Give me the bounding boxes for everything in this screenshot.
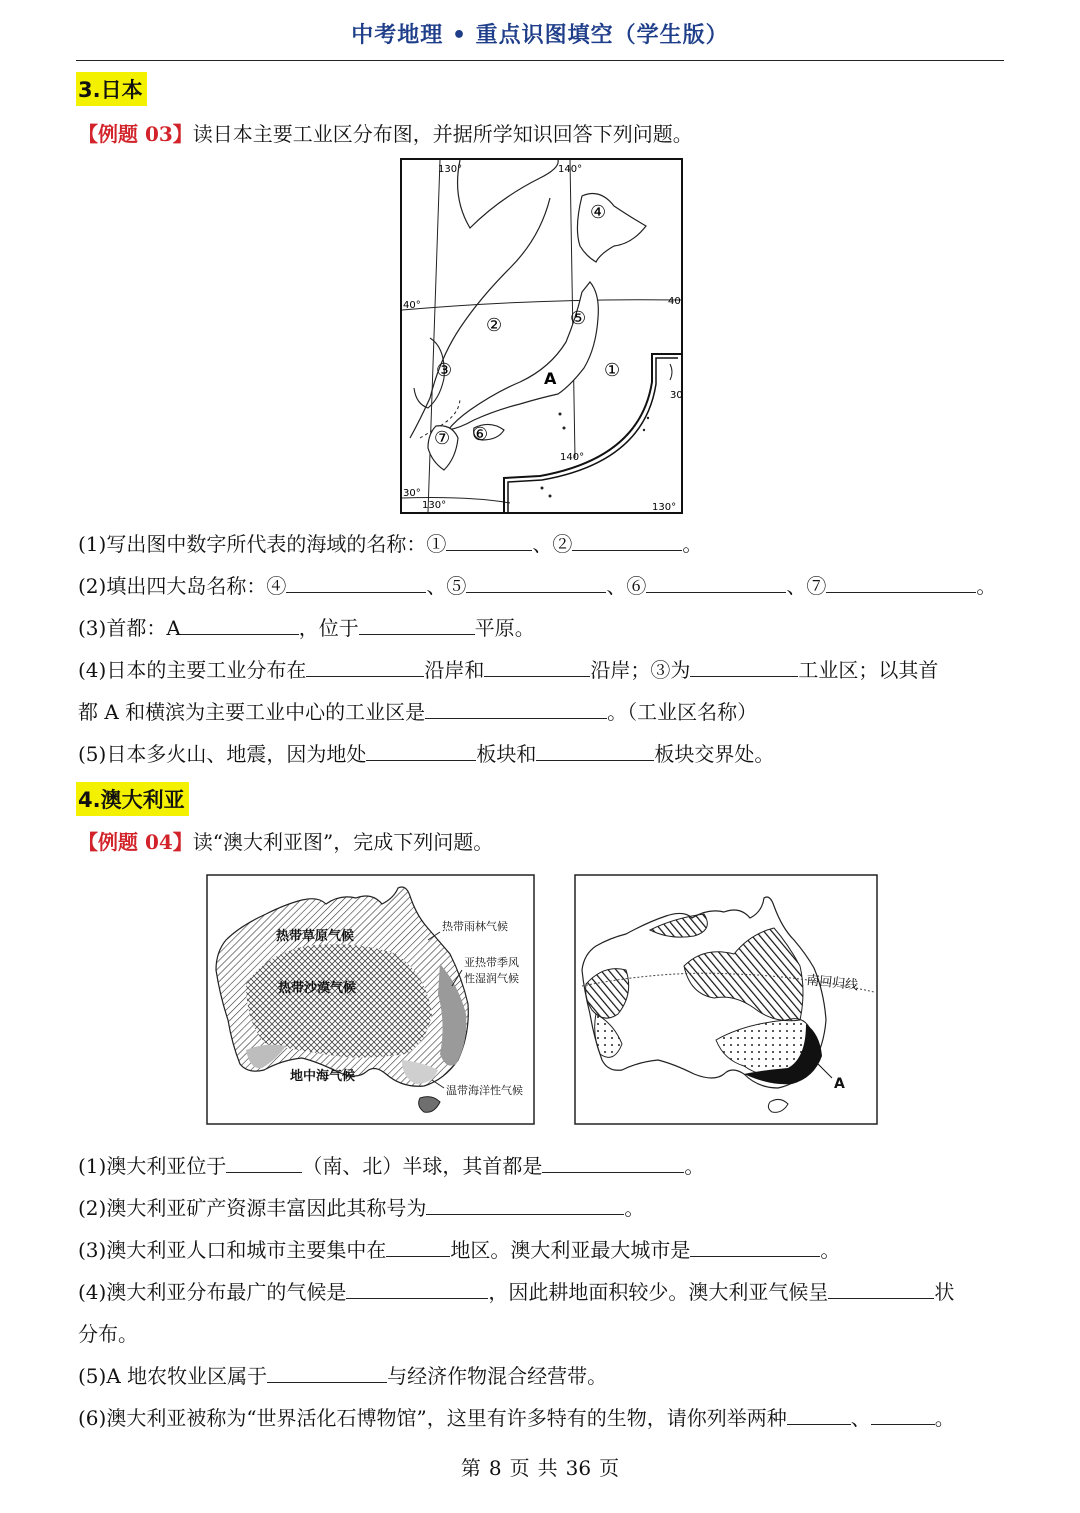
- marker-4: ④: [590, 202, 607, 223]
- label-subtropical-2: 性湿润气候: [464, 972, 519, 985]
- marker-6: ⑥: [472, 424, 489, 445]
- example-03: [78, 118, 693, 147]
- question-4-4b: 分布。: [78, 1322, 138, 1346]
- example-tag: 【例题 03】: [78, 122, 193, 146]
- question-3-1: (1)写出图中数字所代表的海域的名称：① 、② 。: [78, 532, 703, 556]
- japan-industrial-map: [400, 158, 683, 514]
- label-mediterranean: 地中海气候: [290, 1069, 356, 1084]
- header-divider: [76, 60, 1004, 61]
- label-point-a: A: [834, 1076, 845, 1092]
- marker-7: ⑦: [434, 428, 451, 449]
- example-text: 读“澳大利亚图”，完成下列问题。: [192, 830, 494, 854]
- marker-1: ①: [604, 360, 621, 381]
- lat-label: 30°: [403, 488, 421, 499]
- example-04: [78, 826, 493, 855]
- australia-agriculture-map: [574, 874, 879, 1126]
- label-tropic-capricorn: 南回归线: [805, 973, 859, 994]
- lat-label: 30: [670, 390, 683, 401]
- lon-label: 140°: [560, 452, 585, 463]
- question-4-1: (1)澳大利亚位于 （南、北）半球，其首都是 。: [78, 1154, 705, 1178]
- section-title-australia: 4.澳大利亚: [76, 782, 189, 816]
- lon-label: 130°: [438, 164, 463, 175]
- lat-label: 40°: [403, 300, 421, 311]
- question-4-2: (2)澳大利亚矿产资源丰富因此其称号为 。: [78, 1196, 645, 1220]
- page-footer: 第 8 页 共 36 页: [460, 1456, 620, 1480]
- lat-label: 40: [668, 296, 681, 307]
- question-3-5: (5)日本多火山、地震，因为地处 板块和 板块交界处。: [78, 742, 775, 766]
- label-subtropical-1: 亚热带季风: [464, 956, 519, 969]
- marker-5: ⑤: [570, 308, 587, 329]
- question-3-4a: (4)日本的主要工业分布在 沿岸和 沿岸；③为 工业区；以其首: [78, 658, 939, 682]
- question-3-3: (3)首都：A ，位于 平原。: [78, 616, 535, 640]
- example-text: 读日本主要工业区分布图，并据所学知识回答下列问题。: [192, 122, 693, 146]
- label-rainforest: 热带雨林气候: [442, 920, 508, 933]
- question-4-4a: (4)澳大利亚分布最广的气候是 ，因此耕地面积较少。澳大利亚气候呈 状: [78, 1280, 955, 1304]
- marker-a: A: [544, 369, 557, 388]
- lon-label: 130°: [652, 502, 677, 513]
- question-4-3: (3)澳大利亚人口和城市主要集中在 地区。澳大利亚最大城市是 。: [78, 1238, 841, 1262]
- marker-2: ②: [486, 315, 503, 336]
- question-3-4b: 都 A 和横滨为主要工业中心的工业区是 。（工业区名称）: [78, 700, 758, 724]
- label-savanna: 热带草原气候: [276, 929, 355, 944]
- lon-label: 130°: [422, 500, 447, 511]
- section-title-japan: 3.日本: [76, 72, 147, 106]
- label-desert: 热带沙漠气候: [278, 981, 357, 996]
- question-4-5: (5)A 地农牧业区属于 与经济作物混合经营带。: [78, 1364, 608, 1388]
- question-3-2: (2)填出四大岛名称：④ 、⑤ 、⑥ 、⑦ 。: [78, 574, 997, 598]
- question-4-6: (6)澳大利亚被称为“世界活化石博物馆”，这里有许多特有的生物，请你列举两种 、 。: [78, 1406, 955, 1430]
- label-oceanic: 温带海洋性气候: [446, 1084, 523, 1097]
- page-header-title: 中考地理 • 重点识图填空（学生版）: [351, 23, 729, 48]
- example-tag: 【例题 04】: [78, 830, 193, 854]
- lon-label: 140°: [558, 164, 583, 175]
- australia-climate-map: [206, 874, 536, 1126]
- marker-3: ③: [436, 360, 453, 381]
